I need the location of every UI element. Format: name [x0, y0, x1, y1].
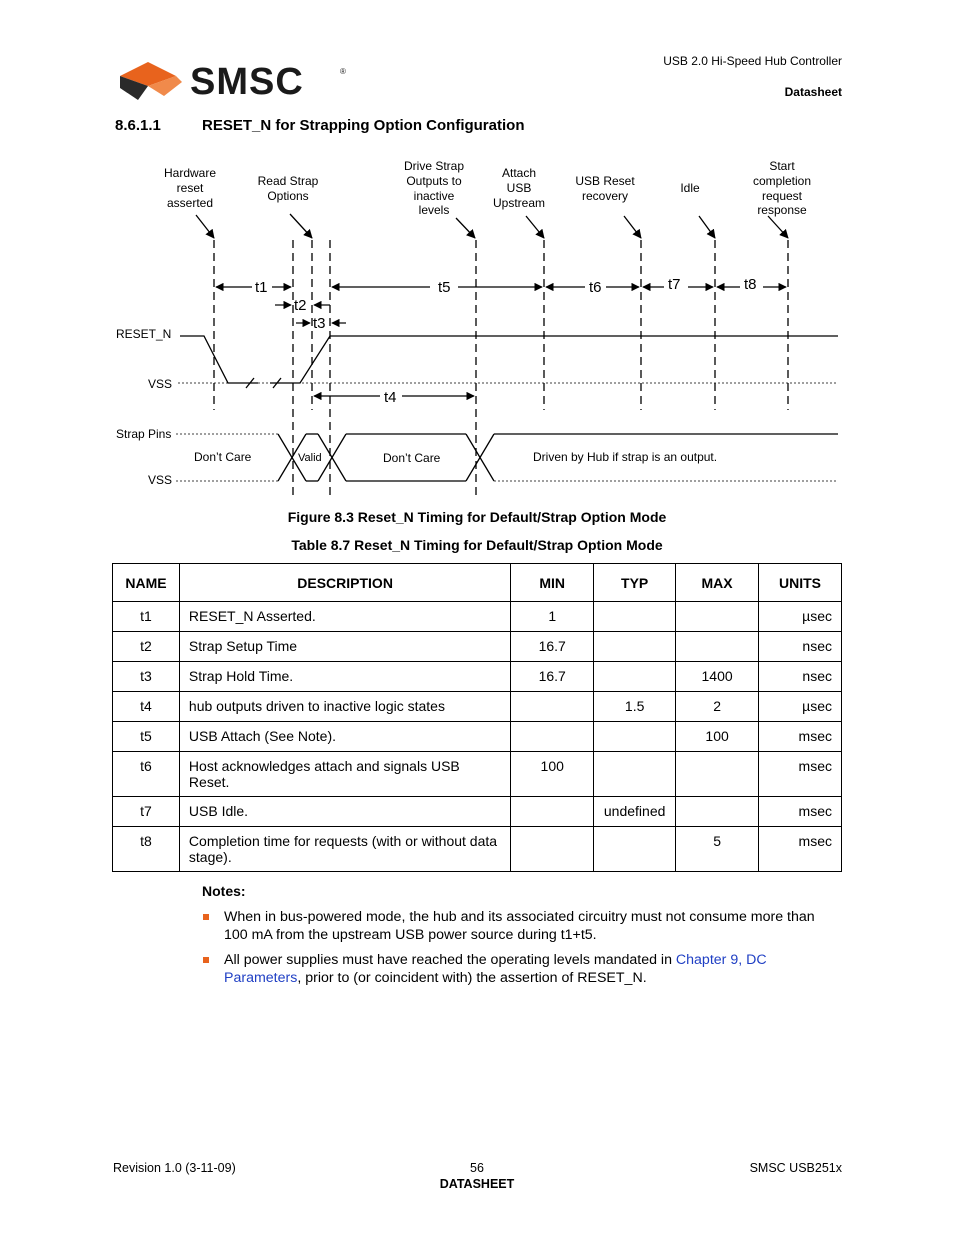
table-row — [113, 662, 842, 692]
strap-region-dont-care-2: Don’t Care — [383, 451, 441, 465]
cell-units: msec — [759, 722, 842, 752]
cell-max: 1400 — [676, 662, 759, 692]
table-row — [113, 632, 842, 662]
strap-region-dont-care-1: Don’t Care — [194, 450, 252, 464]
section-title: RESET_N for Strapping Option Configuration — [202, 117, 525, 134]
cell-max — [676, 632, 759, 662]
footer-label: DATASHEET — [439, 1177, 515, 1191]
interval-label-t8: t8 — [744, 276, 757, 293]
interval-label-t5: t5 — [438, 279, 451, 296]
interval-label-t3: t3 — [313, 315, 326, 332]
header-description: DESCRIPTION — [179, 564, 510, 602]
cell-description: USB Idle. — [179, 797, 510, 827]
cell-min: 1 — [511, 602, 594, 632]
table-row — [113, 692, 842, 722]
smsc-logo — [116, 60, 352, 104]
cell-units: msec — [759, 797, 842, 827]
doc-title: USB 2.0 Hi-Speed Hub Controller — [663, 54, 842, 68]
cell-min: 100 — [511, 752, 594, 797]
cell-description: Strap Setup Time — [179, 632, 510, 662]
cell-min — [511, 692, 594, 722]
cell-min — [511, 722, 594, 752]
cell-description: Strap Hold Time. — [179, 662, 510, 692]
cell-max: 5 — [676, 827, 759, 872]
cell-max — [676, 602, 759, 632]
header-name: NAME — [113, 564, 180, 602]
cell-description: hub outputs driven to inactive logic states — [179, 692, 510, 722]
cell-description: USB Attach (See Note). — [179, 722, 510, 752]
cell-name: t3 — [113, 662, 180, 692]
event-label-drive-strap: Drive Strap Outputs to inactive levels — [403, 159, 465, 217]
cell-typ — [594, 722, 676, 752]
pointer-arrow-drive-strap — [456, 218, 475, 238]
table-row — [113, 827, 842, 872]
cell-max — [676, 797, 759, 827]
cell-description: Host acknowledges attach and signals USB Reset. — [179, 752, 510, 797]
table-row — [113, 602, 842, 632]
logo-registered-mark: ® — [340, 67, 346, 76]
signal-label-vss-reset: VSS — [148, 377, 173, 391]
cell-min — [511, 827, 594, 872]
interval-label-t6: t6 — [589, 279, 602, 296]
section-number: 8.6.1.1 — [115, 117, 161, 134]
note-power-supplies — [224, 951, 840, 987]
interval-label-t2: t2 — [294, 297, 307, 314]
table-row — [113, 752, 842, 797]
signal-label-reset-n: RESET_N — [116, 327, 172, 341]
note-bus-powered: When in bus-powered mode, the hub and its associated circuitry must not consume more than 100 mA from the upstream USB power source during t1+t5. — [224, 909, 815, 943]
timing-table — [112, 563, 842, 872]
cell-typ — [594, 827, 676, 872]
reset-n-waveform-b — [270, 336, 838, 383]
bullet-square-icon — [203, 914, 209, 920]
event-label-usb-reset: USB Reset recovery — [575, 174, 635, 203]
header-typ: TYP — [594, 564, 676, 602]
cell-typ — [594, 602, 676, 632]
cell-name: t5 — [113, 722, 180, 752]
strap-region-driven: Driven by Hub if strap is an output. — [533, 450, 718, 464]
cell-units: msec — [759, 752, 842, 797]
event-label-start-completion: Start completion request response — [752, 159, 812, 217]
cell-name: t6 — [113, 752, 180, 797]
cell-typ — [594, 632, 676, 662]
interval-label-t4: t4 — [384, 389, 397, 406]
cell-name: t8 — [113, 827, 180, 872]
signal-label-vss-strap: VSS — [148, 473, 173, 487]
header-min: MIN — [511, 564, 594, 602]
note2-text-start: All power supplies must have reached the operating levels mandated in — [224, 952, 676, 968]
cell-units: µsec — [759, 602, 842, 632]
cell-units: µsec — [759, 692, 842, 722]
event-label-attach-usb: Attach USB Upstream — [492, 166, 546, 210]
cell-max — [676, 752, 759, 797]
cell-description: RESET_N Asserted. — [179, 602, 510, 632]
strap-region-valid: Valid — [298, 452, 322, 464]
event-label-hw-reset: Hardware reset asserted — [163, 166, 217, 210]
cell-units: msec — [759, 827, 842, 872]
pointer-arrow-attach-usb — [526, 216, 544, 238]
footer-page-number: 56 — [470, 1161, 484, 1175]
bullet-square-icon — [203, 957, 209, 963]
table-header-row — [113, 564, 842, 602]
interval-label-t7: t7 — [668, 276, 681, 293]
cell-min: 16.7 — [511, 632, 594, 662]
header-max: MAX — [676, 564, 759, 602]
cell-typ — [594, 662, 676, 692]
doc-type: Datasheet — [784, 85, 842, 99]
event-label-read-strap: Read Strap Options — [257, 174, 319, 203]
cell-name: t7 — [113, 797, 180, 827]
cell-units: nsec — [759, 632, 842, 662]
header-units: UNITS — [759, 564, 842, 602]
figure-caption: Figure 8.3 Reset_N Timing for Default/Strap Option Mode — [287, 509, 667, 525]
cell-name: t2 — [113, 632, 180, 662]
cell-min — [511, 797, 594, 827]
cell-description: Completion time for requests (with or without data stage). — [179, 827, 510, 872]
signal-label-strap-pins: Strap Pins — [116, 427, 172, 441]
chapter-9-link[interactable]: Chapter 9, DC Parameters — [224, 952, 767, 986]
footer-revision: Revision 1.0 (3-11-09) — [113, 1161, 236, 1175]
note2-text-end: , prior to (or coincident with) the assertion of RESET_N. — [297, 970, 647, 986]
pointer-arrow-usb-reset — [624, 216, 641, 238]
table-row — [113, 722, 842, 752]
cell-name: t4 — [113, 692, 180, 722]
cell-typ: 1.5 — [594, 692, 676, 722]
cell-units: nsec — [759, 662, 842, 692]
cell-typ — [594, 752, 676, 797]
notes-title: Notes: — [202, 883, 246, 899]
logo-text: SMSC — [190, 61, 304, 103]
interval-label-t1: t1 — [255, 279, 268, 296]
timing-diagram — [0, 150, 954, 500]
pointer-arrow-idle — [699, 216, 715, 238]
pointer-arrow-start-completion — [768, 216, 788, 238]
cell-name: t1 — [113, 602, 180, 632]
table-caption: Table 8.7 Reset_N Timing for Default/Strap Option Mode — [291, 537, 663, 553]
table-row — [113, 797, 842, 827]
pointer-arrow-hw-reset — [196, 215, 214, 238]
cell-min: 16.7 — [511, 662, 594, 692]
footer-product: SMSC USB251x — [749, 1161, 842, 1175]
reset-n-waveform-a — [180, 336, 258, 383]
cell-typ: undefined — [594, 797, 676, 827]
cell-max: 100 — [676, 722, 759, 752]
pointer-arrow-read-strap — [290, 214, 312, 238]
event-label-idle: Idle — [680, 181, 700, 195]
cell-max: 2 — [676, 692, 759, 722]
